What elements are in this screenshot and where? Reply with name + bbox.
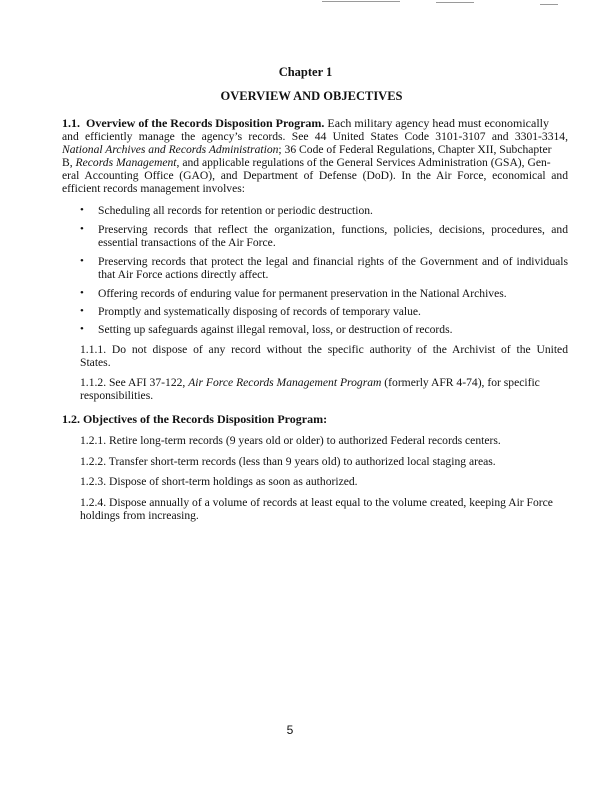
bullet-item: Promptly and systematically disposing of records of temporary value. bbox=[98, 305, 421, 318]
bullet-item: Preserving records that protect the legal and financial rights of the Government and of individuals bbox=[98, 255, 568, 268]
subsection-1-1-1: 1.1.1. Do not dispose of any record without the specific authority of the Archivist of the United bbox=[80, 343, 568, 356]
bullet-item-cont: that Air Force actions directly affect. bbox=[98, 268, 269, 281]
objective-1-2-3: 1.2.3. Dispose of short-term holdings as soon as authorized. bbox=[80, 475, 358, 488]
scan-artifact-line bbox=[540, 4, 558, 5]
bullet-icon: • bbox=[80, 305, 84, 317]
bullet-item: Offering records of enduring value for permanent preservation in the National Archives. bbox=[98, 287, 507, 300]
section-1-2-heading: 1.2. Objectives of the Records Disposition Program: bbox=[62, 412, 328, 426]
subsection-1-1-2-cont: responsibilities. bbox=[80, 389, 154, 402]
bullet-icon: • bbox=[80, 287, 84, 299]
bullet-item: Setting up safeguards against illegal removal, loss, or destruction of records. bbox=[98, 323, 453, 336]
chapter-label: Chapter 1 bbox=[278, 65, 333, 79]
bullet-icon: • bbox=[80, 323, 84, 335]
objective-1-2-1: 1.2.1. Retire long-term records (9 years old or older) to authorized Federal records centers. bbox=[80, 434, 501, 447]
section-1-1-line-5: eral Accounting Office (GAO), and Department of Defense (DoD). In the Air Force, economical and bbox=[62, 169, 568, 182]
section-1-1-line-6: efficient records management involves: bbox=[62, 182, 245, 195]
scan-artifact-line bbox=[436, 2, 474, 3]
nara-title: National Archives and Records Administration bbox=[62, 143, 279, 156]
page-number: 5 bbox=[286, 723, 294, 737]
section-1-1-line-2: and efficiently manage the agency’s records. See 44 United States Code 3101-3107 and 3301-3314, bbox=[62, 130, 568, 143]
section-1-1-text: ; 36 Code of Federal Regulations, Chapter XII, Subchapter bbox=[278, 143, 552, 156]
bullet-item: Scheduling all records for retention or periodic destruction. bbox=[98, 204, 373, 217]
bullet-icon: • bbox=[80, 204, 84, 216]
records-management-title: Records Management bbox=[75, 156, 177, 169]
section-1-1-text: , and applicable regulations of the General Services Administration (GSA), Gen- bbox=[176, 156, 551, 169]
afi-title: Air Force Records Management Program bbox=[188, 376, 382, 389]
section-1-1-text: B, bbox=[62, 156, 76, 169]
bullet-icon: • bbox=[80, 255, 84, 267]
chapter-title: OVERVIEW AND OBJECTIVES bbox=[220, 89, 403, 103]
objective-1-2-4-cont: holdings from increasing. bbox=[80, 509, 199, 522]
subsection-1-1-1-cont: States. bbox=[80, 356, 111, 369]
scan-artifact-line bbox=[322, 1, 400, 2]
bullet-item-cont: essential transactions of the Air Force. bbox=[98, 236, 276, 249]
section-1-1-text: Each military agency head must economically bbox=[327, 116, 549, 130]
bullet-item: Preserving records that reflect the organization, functions, policies, decisions, procedures, and bbox=[98, 223, 568, 236]
section-1-1-line-1 bbox=[62, 117, 567, 130]
objective-1-2-2: 1.2.2. Transfer short-term records (less than 9 years old) to authorized local staging areas. bbox=[80, 455, 496, 468]
section-1-1-number: 1.1. bbox=[62, 116, 80, 130]
section-1-1-line-3 bbox=[62, 143, 568, 156]
bullet-icon: • bbox=[80, 223, 84, 235]
subsection-1-1-2-text: (formerly AFR 4-74), for specific bbox=[381, 376, 540, 389]
objective-1-2-4: 1.2.4. Dispose annually of a volume of records at least equal to the volume created, keeping Air Force bbox=[80, 496, 553, 509]
section-1-1-line-4 bbox=[62, 156, 568, 169]
subsection-1-1-2-text: 1.1.2. See AFI 37-122, bbox=[80, 376, 189, 389]
subsection-1-1-2 bbox=[80, 376, 568, 389]
section-1-1-heading: Overview of the Records Disposition Program. bbox=[86, 116, 325, 130]
